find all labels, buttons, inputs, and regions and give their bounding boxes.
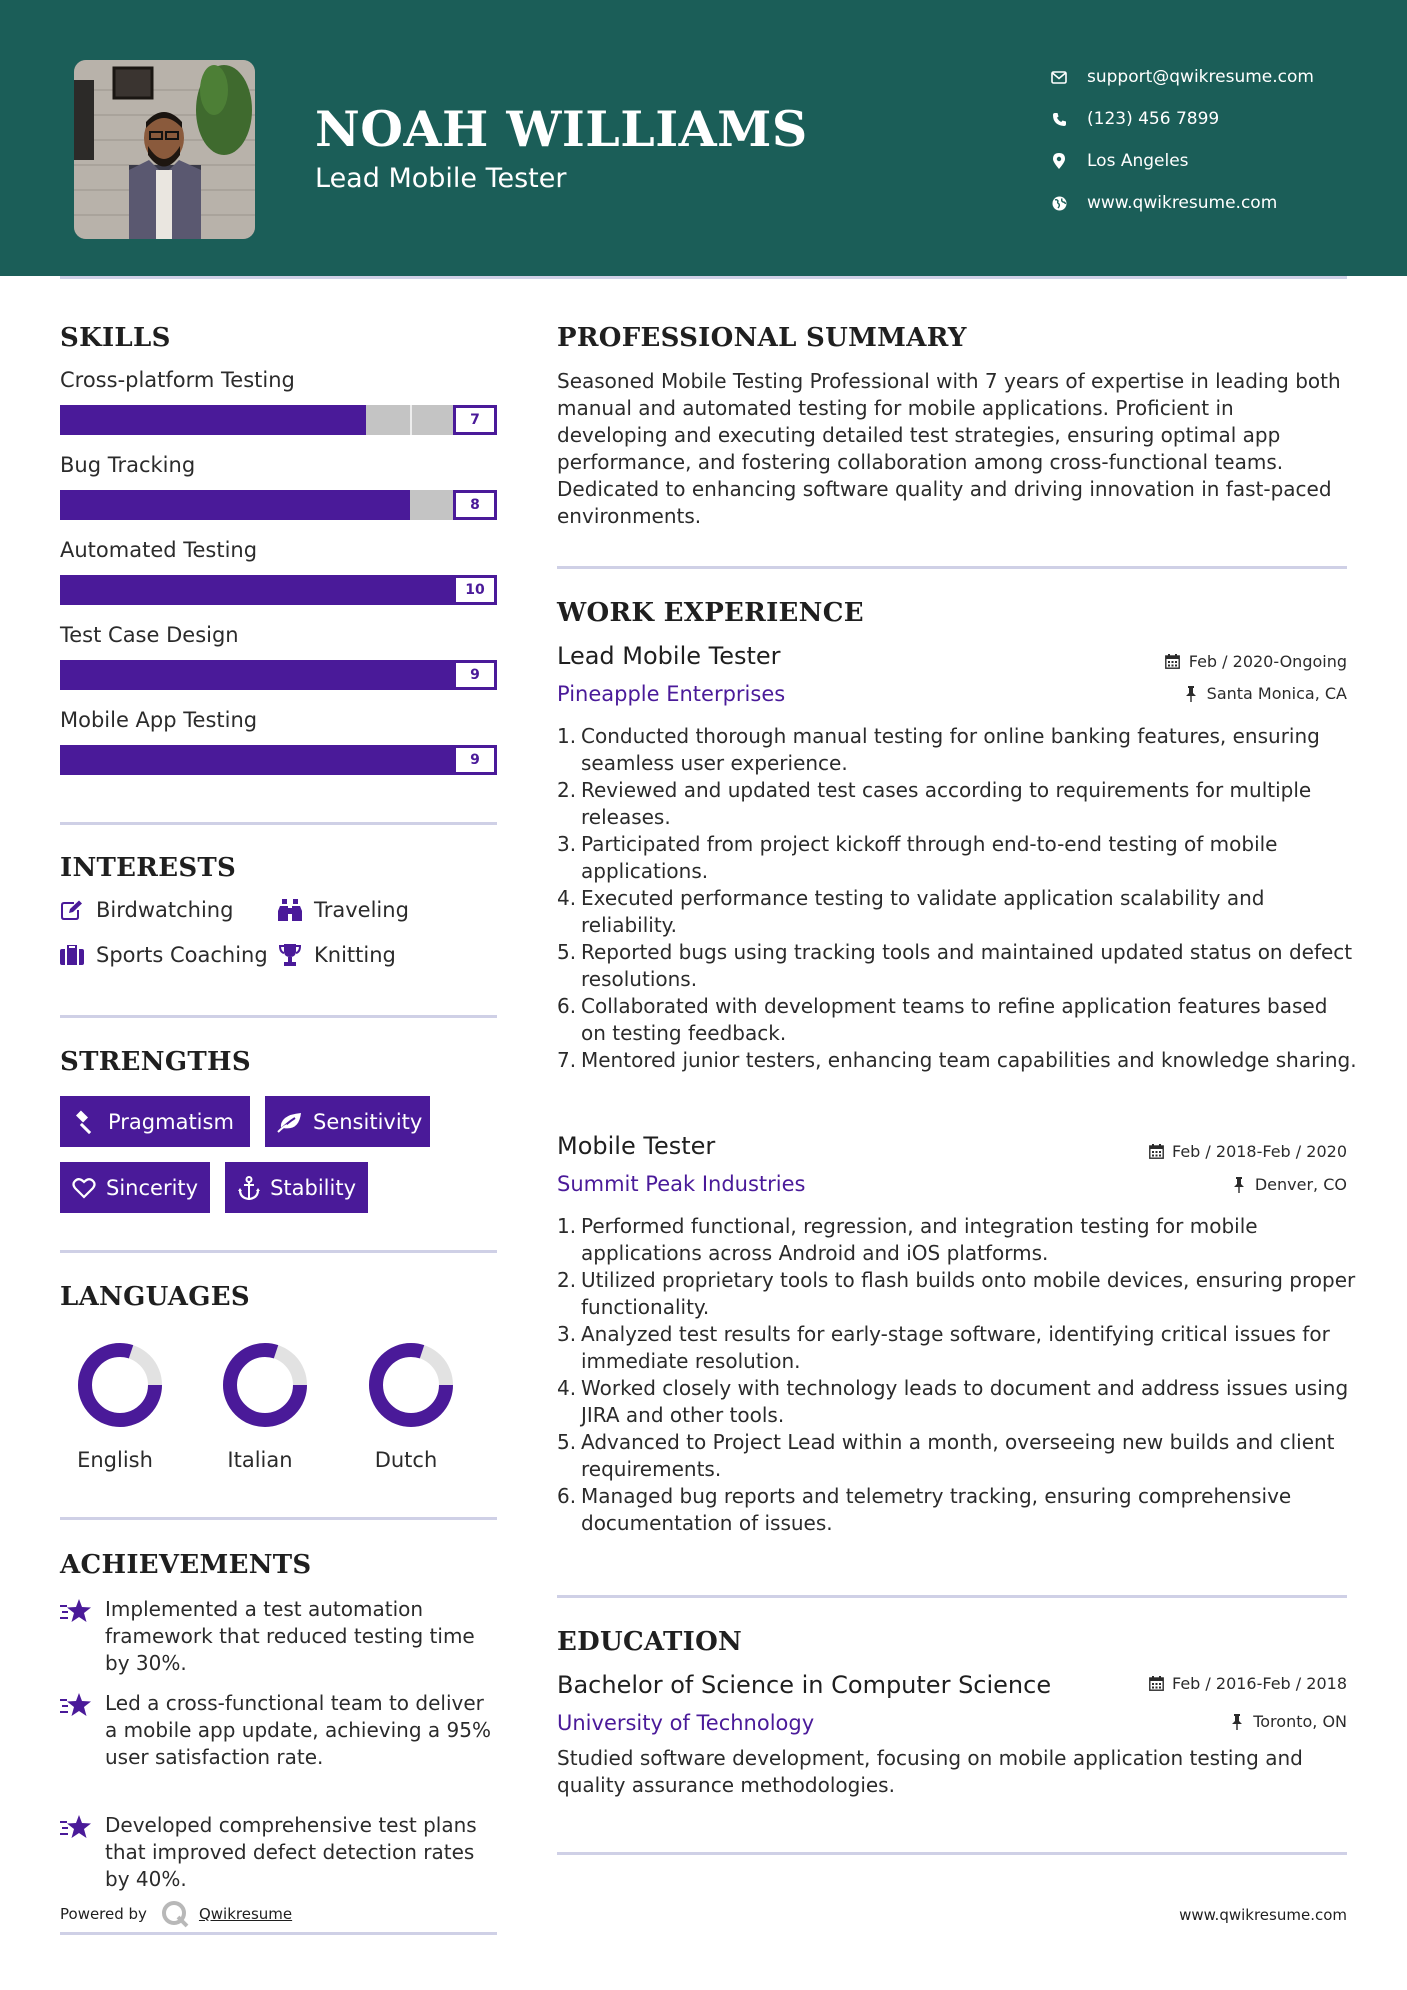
bullet-text: Conducted thorough manual testing for online banking features, ensuring seamless user experience. [581,724,1320,775]
skill-label: Automated Testing [60,538,258,562]
achievement-text: Developed comprehensive test plans that improved defect detection rates by 40%. [105,1813,477,1891]
powered-by [60,1900,292,1928]
job-bullet [557,939,1357,993]
bullet-text: Performed functional, regression, and integration testing for mobile applications across Android and iOS platforms. [581,1214,1258,1265]
experience-divider [557,1595,1347,1598]
achievement-item [60,1812,500,1893]
skill-bar-segment [410,405,412,435]
skill-value: 10 [453,575,497,605]
interest-label: Knitting [314,943,396,967]
job-location-text: Denver, CO [1254,1175,1347,1194]
skill-bar-fill [60,745,453,775]
bullet-text: Mentored junior testers, enhancing team capabilities and knowledge sharing. [581,1048,1357,1072]
strength-chip [265,1096,430,1147]
experience-title: WORK EXPERIENCE [557,598,864,628]
candidate-role: Lead Mobile Tester [315,163,567,194]
job-bullet [557,1047,1357,1074]
bullet-text: Collaborated with development teams to refine application features based on testing feedback. [581,994,1328,1045]
education-location [1229,1712,1347,1731]
job-bullet [557,993,1357,1047]
languages-title: LANGUAGES [60,1282,250,1312]
education-location-text: Toronto, ON [1253,1712,1347,1731]
achievements-divider [60,1932,497,1935]
job-bullet-list [557,1213,1357,1537]
skills-divider [60,822,497,825]
interest-item [278,898,409,922]
education-title: EDUCATION [557,1627,743,1657]
pushpin-icon [1229,1714,1245,1730]
qwikresume-logo-icon [161,1900,189,1928]
powered-by-label: Powered by [60,1905,147,1923]
skill-bar [60,660,497,690]
contact-location [1050,140,1314,182]
calendar-icon [1165,654,1181,670]
candidate-name: NOAH WILLIAMS [315,100,808,158]
calendar-icon [1148,1144,1164,1160]
job-bullet [557,1429,1357,1483]
trophy-icon [278,943,302,967]
job-company: Summit Peak Industries [557,1172,806,1196]
skill-bar [60,745,497,775]
bullet-text: Analyzed test results for early-stage software, identifying critical issues for immediate resolution. [581,1322,1330,1373]
binoculars-icon [278,898,302,922]
bullet-number: 4. [557,886,577,910]
skill-value: 9 [453,660,497,690]
education-dates [1148,1674,1347,1693]
job-title: Lead Mobile Tester [557,642,781,670]
bullet-text: Advanced to Project Lead within a month, overseeing new builds and client requirements. [581,1430,1335,1481]
skill-bar [60,490,497,520]
pushpin-icon [1183,686,1199,702]
star-award-icon [60,1598,92,1630]
header-divider [60,276,1347,279]
education-description: Studied software development, focusing on mobile application testing and quality assurance methodologies. [557,1746,1303,1797]
job-bullet [557,723,1357,777]
interest-item [278,943,396,967]
education-degree: Bachelor of Science in Computer Science [557,1671,1052,1699]
education-dates-text: Feb / 2016-Feb / 2018 [1172,1674,1347,1693]
bullet-number: 1. [557,1214,577,1238]
bullet-number: 7. [557,1048,577,1072]
bullet-text: Reviewed and updated test cases according to requirements for multiple releases. [581,778,1312,829]
job-bullet [557,831,1357,885]
job-bullet [557,1483,1357,1537]
globe-icon [1050,194,1068,212]
interest-item [60,898,233,922]
bullet-number: 5. [557,1430,577,1454]
bullet-text: Participated from project kickoff through end-to-end testing of mobile applications. [581,832,1278,883]
bullet-text: Utilized proprietary tools to flash builds onto mobile devices, ensuring proper functionality. [581,1268,1356,1319]
anchor-icon [237,1175,260,1201]
skill-label: Test Case Design [60,623,239,647]
heart-icon [72,1175,96,1201]
bullet-number: 3. [557,832,577,856]
skill-value: 8 [453,490,497,520]
job-dates [1148,1142,1347,1161]
skill-bar-fill [60,660,453,690]
job-dates-text: Feb / 2020-Ongoing [1188,652,1347,671]
job-location [1183,684,1347,703]
bullet-number: 2. [557,1268,577,1292]
achievements-title: ACHIEVEMENTS [60,1550,312,1580]
leaf-icon [277,1109,303,1135]
contact-list [1050,56,1314,224]
strengths-title: STRENGTHS [60,1047,251,1077]
skill-bar [60,575,497,605]
resume-header [0,0,1407,276]
achievement-text: Implemented a test automation framework that reduced testing time by 30%. [105,1597,475,1675]
contact-email[interactable] [1050,56,1314,98]
language-label: Italian [227,1448,293,1472]
skill-value: 7 [453,405,497,435]
job-company: Pineapple Enterprises [557,682,786,706]
interests-divider [60,1015,497,1018]
language-label: English [77,1448,153,1472]
strength-label: Sincerity [106,1175,199,1200]
footer-website[interactable]: www.qwikresume.com [1179,1906,1347,1924]
job-bullet [557,1213,1357,1267]
contact-email-text: support@qwikresume.com [1087,67,1314,87]
interest-label: Birdwatching [96,898,234,922]
summary-divider [557,566,1347,569]
language-donut [210,1335,320,1435]
job-location [1231,1175,1347,1194]
calendar-icon [1148,1676,1164,1692]
achievement-item [60,1596,500,1677]
achievement-text: Led a cross-functional team to deliver a mobile app update, achieving a 95% user satisfaction rate. [105,1691,491,1769]
contact-website[interactable] [1050,182,1314,224]
achievement-item [60,1690,500,1771]
summary-title: PROFESSIONAL SUMMARY [557,323,967,353]
edit-icon [60,898,84,922]
envelope-icon [1050,68,1068,86]
qwikresume-link[interactable]: Qwikresume [198,1905,293,1923]
job-bullet-list [557,723,1357,1074]
skill-value: 9 [453,745,497,775]
map-pin-icon [1050,152,1068,170]
language-donut [65,1335,175,1435]
contact-phone-text: (123) 456 7899 [1087,109,1220,129]
education-school: University of Technology [557,1711,815,1735]
strengths-divider [60,1250,497,1253]
skill-label: Cross-platform Testing [60,368,295,392]
bullet-text: Executed performance testing to validate application scalability and reliability. [581,886,1265,937]
interest-label: Sports Coaching [96,943,268,967]
job-bullet [557,777,1357,831]
education-divider [557,1852,1347,1855]
bullet-number: 6. [557,1484,577,1508]
interest-item [60,943,268,967]
skill-bar-fill [60,490,410,520]
bullet-number: 4. [557,1376,577,1400]
strength-chip [60,1096,250,1147]
bullet-text: Reported bugs using tracking tools and maintained updated status on defect resolutions. [581,940,1353,991]
bullet-text: Managed bug reports and telemetry tracking, ensuring comprehensive documentation of issues. [581,1484,1292,1535]
job-bullet [557,1267,1357,1321]
strength-label: Pragmatism [108,1109,234,1134]
strength-chip [60,1162,210,1213]
skill-bar-fill [60,575,497,605]
pushpin-icon [1231,1177,1247,1193]
interest-label: Traveling [314,898,409,922]
skill-bar [60,405,497,435]
language-label: Dutch [374,1448,438,1472]
job-bullet [557,885,1357,939]
star-award-icon [60,1692,92,1724]
skill-label: Mobile App Testing [60,708,258,732]
contact-phone[interactable] [1050,98,1314,140]
contact-website-text: www.qwikresume.com [1087,193,1278,213]
languages-divider [60,1517,497,1520]
phone-icon [1050,110,1068,128]
bullet-number: 5. [557,940,577,964]
job-dates-text: Feb / 2018-Feb / 2020 [1172,1142,1347,1161]
summary-text: Seasoned Mobile Testing Professional with 7 years of expertise in leading both manual and automated testing for mobile applications. Proficient in developing and executing detailed test strategies, ensuring optimal app performance, and fostering collaboration among cross-functional teams. Dedicated to enhancing software quality and driving innovation in fast-paced environments. [557,369,1341,528]
strength-label: Sensitivity [313,1109,423,1134]
interests-title: INTERESTS [60,853,237,883]
gavel-icon [72,1109,98,1135]
briefcase-icon [60,943,84,967]
bullet-number: 1. [557,724,577,748]
contact-location-text: Los Angeles [1087,151,1189,171]
bullet-number: 6. [557,994,577,1018]
bullet-number: 3. [557,1322,577,1346]
bullet-number: 2. [557,778,577,802]
language-donut [356,1335,466,1435]
strength-label: Stability [270,1175,356,1200]
bullet-text: Worked closely with technology leads to document and address issues using JIRA and other tools. [581,1376,1349,1427]
job-bullet [557,1321,1357,1375]
job-dates [1165,652,1347,671]
skill-label: Bug Tracking [60,453,196,477]
star-award-icon [60,1814,92,1846]
strength-chip [225,1162,368,1213]
job-location-text: Santa Monica, CA [1206,684,1347,703]
skills-title: SKILLS [60,323,171,353]
skill-bar-fill [60,405,366,435]
job-bullet [557,1375,1357,1429]
profile-photo [74,60,255,239]
job-title: Mobile Tester [557,1132,716,1160]
